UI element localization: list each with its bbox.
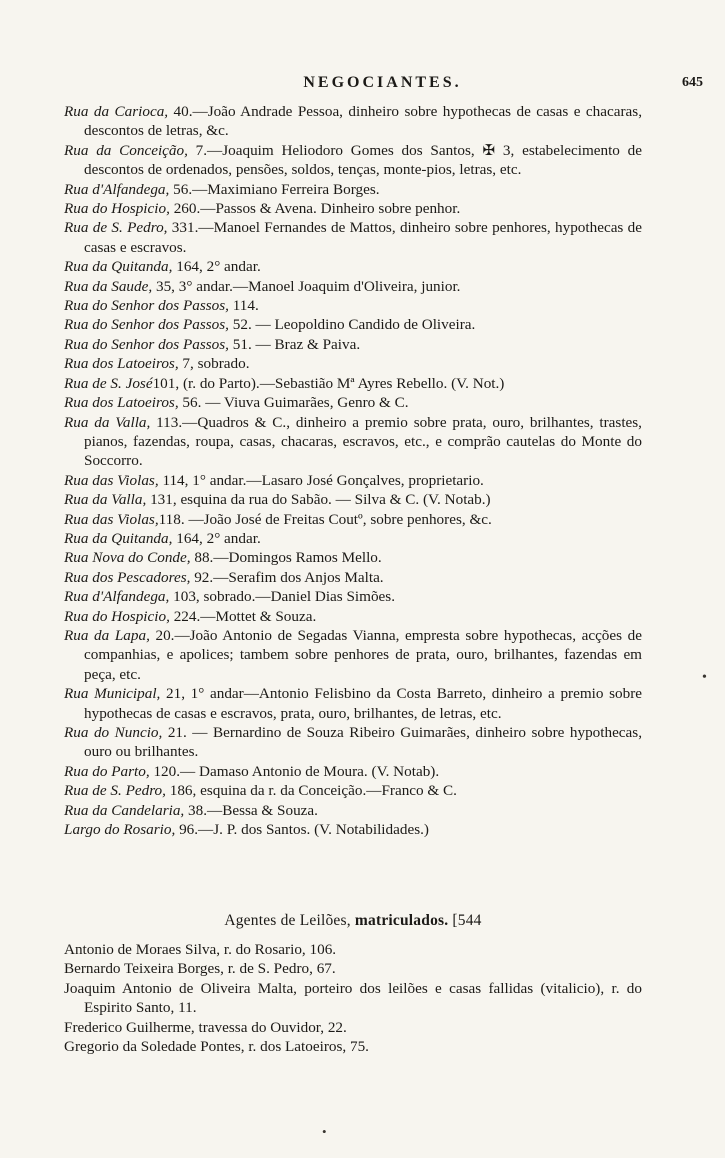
entry-street: Rua da Lapa, <box>64 626 150 644</box>
entry-street: Rua do Hospicio, <box>64 200 170 218</box>
section-ref: [544 <box>452 912 482 929</box>
list-item <box>64 820 642 839</box>
list-item <box>64 548 642 567</box>
entry-text: 52. — Leopoldino Candido de Oliveira. <box>228 316 476 334</box>
entry-street: Rua de S. José <box>64 374 153 392</box>
page-number: 645 <box>682 75 703 90</box>
list-item <box>64 218 642 257</box>
entry-street: Rua d'Alfandega, <box>64 180 170 198</box>
list-item <box>64 510 642 529</box>
entry-street: Largo do Rosario, <box>64 821 176 839</box>
entry-text: 96.—J. P. dos Santos. (V. Notabilidades.) <box>175 821 429 839</box>
entry-text: 7, sobrado. <box>178 355 250 373</box>
list-item <box>64 781 642 800</box>
entry-text: 164, 2° andar. <box>172 529 261 547</box>
entry-street: Rua da Candelaria, <box>64 801 185 819</box>
entry-text: 92.—Serafim dos Anjos Malta. <box>190 568 384 586</box>
entry-street: Rua do Senhor dos Passos, <box>64 316 229 334</box>
entry-text: 103, sobrado.—Daniel Dias Simões. <box>169 588 396 606</box>
list-item <box>64 607 642 626</box>
list-item <box>64 277 642 296</box>
entry-street: Rua da Conceição, <box>64 141 188 159</box>
list-item <box>64 374 642 393</box>
auctioneers-section <box>64 910 642 1056</box>
list-item <box>64 762 642 781</box>
entry-street: Rua da Valla, <box>64 491 147 509</box>
entry-street: Rua Municipal, <box>64 685 161 703</box>
list-item <box>64 199 642 218</box>
entry-text: 35, 3° andar.—Manoel Joaquim d'Oliveira, junior. <box>152 277 461 295</box>
list-item <box>64 684 642 723</box>
margin-mark: • <box>702 670 707 685</box>
entry-street: Rua do Hospicio, <box>64 607 170 625</box>
entry-text: 164, 2° andar. <box>172 258 261 276</box>
entry-text: 38.—Bessa & Souza. <box>184 801 318 819</box>
bottom-mark: • <box>322 1124 327 1139</box>
agent-item: Bernardo Teixeira Borges, r. de S. Pedro, 67. <box>64 960 336 978</box>
entry-street: Rua do Senhor dos Passos, <box>64 297 229 315</box>
entry-text: 51. — Braz & Paiva. <box>228 335 361 353</box>
list-item <box>64 413 642 471</box>
agent-item: Antonio de Moraes Silva, r. do Rosario, 106. <box>64 941 337 958</box>
list-item <box>64 296 642 315</box>
list-item <box>64 335 642 354</box>
agents-list <box>64 940 642 1056</box>
entry-street: Rua do Parto, <box>64 762 150 780</box>
entries-list <box>64 102 642 839</box>
entry-text: 56. — Viuva Guimarães, Genro & C. <box>178 394 409 412</box>
entry-street: Rua Nova do Conde, <box>64 549 191 567</box>
entry-text: 21. — Bernardino de Souza Ribeiro Guimarães, dinheiro sobre hypothecas, ouro ou brilhantes. <box>84 724 642 761</box>
list-item <box>64 801 642 820</box>
list-item <box>64 354 642 373</box>
entry-street: Rua das Violas, <box>64 471 159 489</box>
entry-street: Rua da Saude, <box>64 277 153 295</box>
list-item <box>64 568 642 587</box>
section-title-text: Agentes de Leilões, <box>224 912 351 929</box>
entry-text: 118. —João José de Freitas Coutº, sobre penhores, &c. <box>158 510 492 528</box>
entry-text: 88.—Domingos Ramos Mello. <box>190 549 382 567</box>
entry-text: 20.—João Antonio de Segadas Vianna, empresta sobre hypothecas, acções de companhias, e apolices; tambem sobre penhores de prata, ouro, brilhantes, fazendas em peça, etc. <box>84 626 642 683</box>
list-item <box>64 626 642 684</box>
entry-street: Rua de S. Pedro, <box>64 782 166 800</box>
running-header <box>62 74 703 96</box>
entry-text: 114, 1° andar.—Lasaro José Gonçalves, proprietario. <box>158 471 484 489</box>
agent-item: Joaquim Antonio de Oliveira Malta, porteiro dos leilões e casas fallidas (vitalicio), r. do Espirito Santo, 11. <box>64 979 642 1017</box>
entry-text: 21, 1° andar—Antonio Felisbino da Costa Barreto, dinheiro a premio sobre hypothecas de casas e escravos, prata, ouro, brilhantes, de letras, etc. <box>84 685 643 722</box>
list-item <box>64 102 642 141</box>
entry-street: Rua da Quitanda, <box>64 529 173 547</box>
page-title: NEGOCIANTES. <box>303 74 462 91</box>
entry-street: Rua do Nuncio, <box>64 724 163 741</box>
list-item <box>64 587 642 606</box>
entry-text: 186, esquina da r. da Conceição.—Franco & C. <box>165 782 457 800</box>
entry-text: 7.—Joaquim Heliodoro Gomes dos Santos, ✠ 3, estabelecimento de descontos de ordenados, pensões, soldos, tenças, monte-pios, letras, etc. <box>84 141 642 179</box>
list-item <box>64 315 642 334</box>
list-item <box>64 471 642 490</box>
agent-item: Gregorio da Soledade Pontes, r. dos Latoeiros, 75. <box>64 1038 369 1056</box>
entry-street: Rua dos Latoeiros, <box>64 355 179 373</box>
entry-text: 120.— Damaso Antonio de Moura. (V. Notab). <box>149 762 440 780</box>
entry-street: Rua das Violas, <box>64 510 159 528</box>
entry-street: Rua da Valla, <box>64 413 151 431</box>
list-item <box>64 393 642 412</box>
entry-street: Rua de S. Pedro, <box>64 219 168 237</box>
list-item <box>64 529 642 548</box>
entry-text: 131, esquina da rua do Sabão. — Silva & C. (V. Notab.) <box>146 491 491 509</box>
entry-street: Rua dos Pescadores, <box>64 568 191 586</box>
entry-street: Rua dos Latoeiros, <box>64 394 179 412</box>
entry-street: Rua da Quitanda, <box>64 258 173 276</box>
list-item <box>64 180 642 199</box>
section-title <box>64 910 642 932</box>
entry-street: Rua da Carioca, <box>64 103 169 120</box>
list-item <box>64 257 642 276</box>
agent-item: Frederico Guilherme, travessa do Ouvidor, 22. <box>64 1018 347 1036</box>
entry-text: 101, (r. do Parto).—Sebastião Mª Ayres Rebello. (V. Not.) <box>152 374 505 392</box>
entry-text: 331.—Manoel Fernandes de Mattos, dinheiro sobre penhores, hypothecas de casas e escravos. <box>84 219 642 256</box>
entry-street: Rua d'Alfandega, <box>64 588 170 606</box>
list-item <box>64 723 642 762</box>
section-title-bold: matriculados. <box>354 912 449 929</box>
list-item <box>64 490 642 509</box>
entry-street: Rua do Senhor dos Passos, <box>64 335 229 353</box>
entry-text: 114. <box>228 297 259 315</box>
list-item <box>64 141 642 180</box>
entry-text: 56.—Maximiano Ferreira Borges. <box>169 180 380 198</box>
entry-text: 224.—Mottet & Souza. <box>169 607 317 625</box>
entry-text: 260.—Passos & Avena. Dinheiro sobre penhor. <box>169 200 461 218</box>
entry-text: 113.—Quadros & C., dinheiro a premio sobre prata, ouro, brilhantes, trastes, pianos, fazendas, roupa, casas, chacaras, escravos, etc., e comprão cautelas do Monte do Soccorro. <box>84 413 642 470</box>
entry-text: 40.—João Andrade Pessoa, dinheiro sobre hypothecas de casas e chacaras, descontos de letras, &c. <box>84 103 642 140</box>
